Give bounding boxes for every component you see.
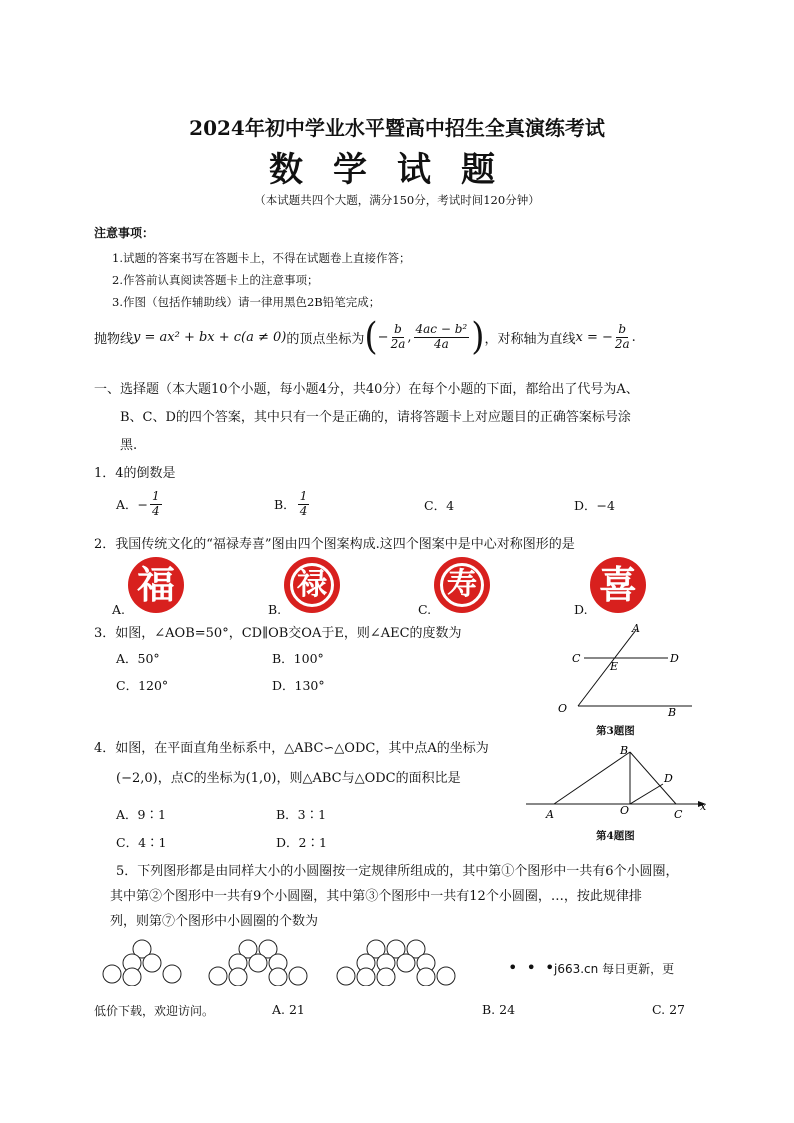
label-a: A [632, 622, 640, 635]
q5-line2: 其中第②个图形中一共有9个小圆圈，其中第③个图形中一共有12个小圆圈，…，按此规律排 [110, 889, 642, 904]
pattern-1 [103, 940, 181, 986]
label-d: D [670, 652, 679, 665]
q5-option-b: B. 24 [482, 1002, 516, 1017]
frac-num: b [394, 321, 402, 336]
frac-den: 2a [390, 336, 406, 351]
notes-heading: 注意事项： [94, 226, 155, 240]
label-c: C [674, 808, 683, 821]
fu-stamp [128, 557, 184, 613]
stamp-char: 喜 [598, 562, 637, 607]
line-oa [578, 630, 636, 706]
q3-figure [552, 618, 702, 718]
xi-stamp [590, 557, 646, 613]
q2-option-c: C. [418, 602, 432, 617]
label-c: C [572, 652, 581, 665]
frac-den: 4 [299, 503, 308, 518]
q3-option-b: B．100° [272, 651, 324, 666]
axis-fraction [615, 323, 630, 352]
frac-den: 4 [152, 503, 160, 518]
frac-den: 2a [614, 336, 630, 351]
q4-option-d: D．2∶1 [276, 835, 327, 850]
q2-option-d: D. [574, 602, 588, 617]
q4-option-a: A．9∶1 [116, 807, 166, 822]
watermark-line2: 低价下载，欢迎访问。 [94, 1004, 215, 1018]
label-o: O [620, 804, 630, 817]
q4-option-b: B．3∶1 [276, 807, 327, 822]
axis-text: ，对称轴为直线 [484, 331, 576, 347]
formula-prefix: 抛物线 [94, 331, 134, 347]
q3-caption: 第3题图 [596, 725, 635, 737]
formula-mid: 的顶点坐标为 [286, 331, 365, 347]
frac-num: b [618, 321, 627, 336]
vertex-y-fraction [414, 323, 470, 352]
frac-den: 4a [433, 336, 449, 351]
section-instructions: B、C、D的四个答案，其中只有一个是正确的，请将答题卡上对应题目的正确答案标号涂 [120, 410, 631, 425]
pattern-2 [209, 940, 307, 986]
q3-option-a: A．50° [116, 651, 160, 666]
frac-num: 4ac − b² [415, 321, 468, 336]
q3-stem: 3．如图，∠AOB=50°，CD∥OB交OA于E，则∠AEC的度数为 [94, 626, 462, 641]
q5-option-c: C. 27 [652, 1002, 685, 1017]
note-item: 2.作答前认真阅读答题卡上的注意事项； [112, 273, 319, 287]
section-instructions: 一、选择题（本大题10个小题，每小题4分，共40分）在每个小题的下面，都给出了代号为A、 [94, 382, 639, 397]
q4-option-c: C．4∶1 [116, 835, 167, 850]
line-ab [554, 752, 630, 804]
line-od [630, 784, 663, 804]
note-item: 1.试题的答案书写在答题卡上，不得在试题卷上直接作答； [112, 251, 411, 265]
ellipsis-dots: • • • [508, 958, 557, 977]
q5-option-a: A. 21 [272, 1002, 305, 1017]
frac-num: 1 [299, 489, 308, 503]
label-a: A [546, 808, 554, 821]
label-o: O [558, 702, 568, 715]
q4-caption: 第4题图 [596, 830, 635, 842]
option-label: A．− [116, 497, 149, 513]
label-d: D [664, 772, 673, 785]
subject-title: 数学试题 [269, 150, 525, 190]
label-b: B [668, 706, 677, 718]
stamp-char: 禄 [297, 567, 327, 602]
frac-num: 1 [152, 489, 160, 503]
q3-option-d: D．130° [272, 678, 325, 693]
q1-option-d: D．−4 [574, 498, 615, 513]
q2-option-a: A. [112, 602, 126, 617]
lu-stamp [284, 557, 340, 613]
paren-open: ( [364, 315, 378, 359]
q1-option-a [116, 490, 164, 519]
q5-line3: 列，则第⑦个图形中小圆圈的个数为 [110, 914, 319, 929]
formula-equation: y = ax² + bx + c(a ≠ 0) [133, 329, 287, 345]
q4-stem-line1: 4．如图，在平面直角坐标系中，△ABC∽△ODC，其中点A的坐标为 [94, 741, 489, 756]
watermark-line1: j663.cn 每日更新，更 [554, 962, 675, 976]
stamp-char: 寿 [447, 567, 477, 602]
label-x: x [700, 800, 707, 813]
axis-eq: x = − [575, 329, 613, 345]
pattern-3 [337, 940, 455, 986]
q1-option-b [274, 490, 311, 519]
vertex-formula: 抛物线 y = ax² + bx + c(a ≠ 0) 的顶点坐标为 ( − $\frac{b}{2a}$ , $\frac{\text{4ac − b²}}{4a}$ ) ，对称轴为直线 x = − $\frac{b}{2a}$ . [94, 315, 636, 359]
q4-stem-line2: (−2,0)，点C的坐标为(1,0)，则△ABC与△ODC的面积比是 [116, 771, 461, 786]
q2-option-b: B. [268, 602, 282, 617]
exam-title: 2024年初中学业水平暨高中招生全真演练考试 [189, 116, 605, 140]
q4-figure [526, 738, 716, 826]
q5-circle-patterns [100, 936, 510, 986]
label-e: E [610, 660, 619, 673]
shou-stamp [434, 557, 490, 613]
option-fraction [150, 490, 162, 519]
q1-option-c: C．4 [424, 498, 455, 513]
vertex-x-fraction [391, 323, 406, 352]
stamp-char: 福 [136, 562, 175, 607]
option-label: B． [274, 497, 296, 513]
q1-stem: 1．4的倒数是 [94, 466, 176, 481]
section-instructions: 黑. [120, 438, 138, 453]
q5-line1: 5．下列图形都是由同样大小的小圆圈按一定规律所组成的，其中第①个图形中一共有6个小圆圈， [116, 864, 679, 879]
paren-close: ) [471, 315, 485, 359]
label-b: B [620, 744, 629, 757]
q2-stem: 2．我国传统文化的“福禄寿喜”图由四个图案构成.这四个图案中是中心对称图形的是 [94, 537, 575, 552]
q3-option-c: C．120° [116, 678, 169, 693]
exam-subtitle: （本试题共四个大题，满分150分，考试时间120分钟） [254, 193, 540, 207]
note-item: 3.作图（包括作辅助线）请一律用黑色2B铅笔完成； [112, 295, 381, 309]
option-fraction [298, 490, 310, 519]
